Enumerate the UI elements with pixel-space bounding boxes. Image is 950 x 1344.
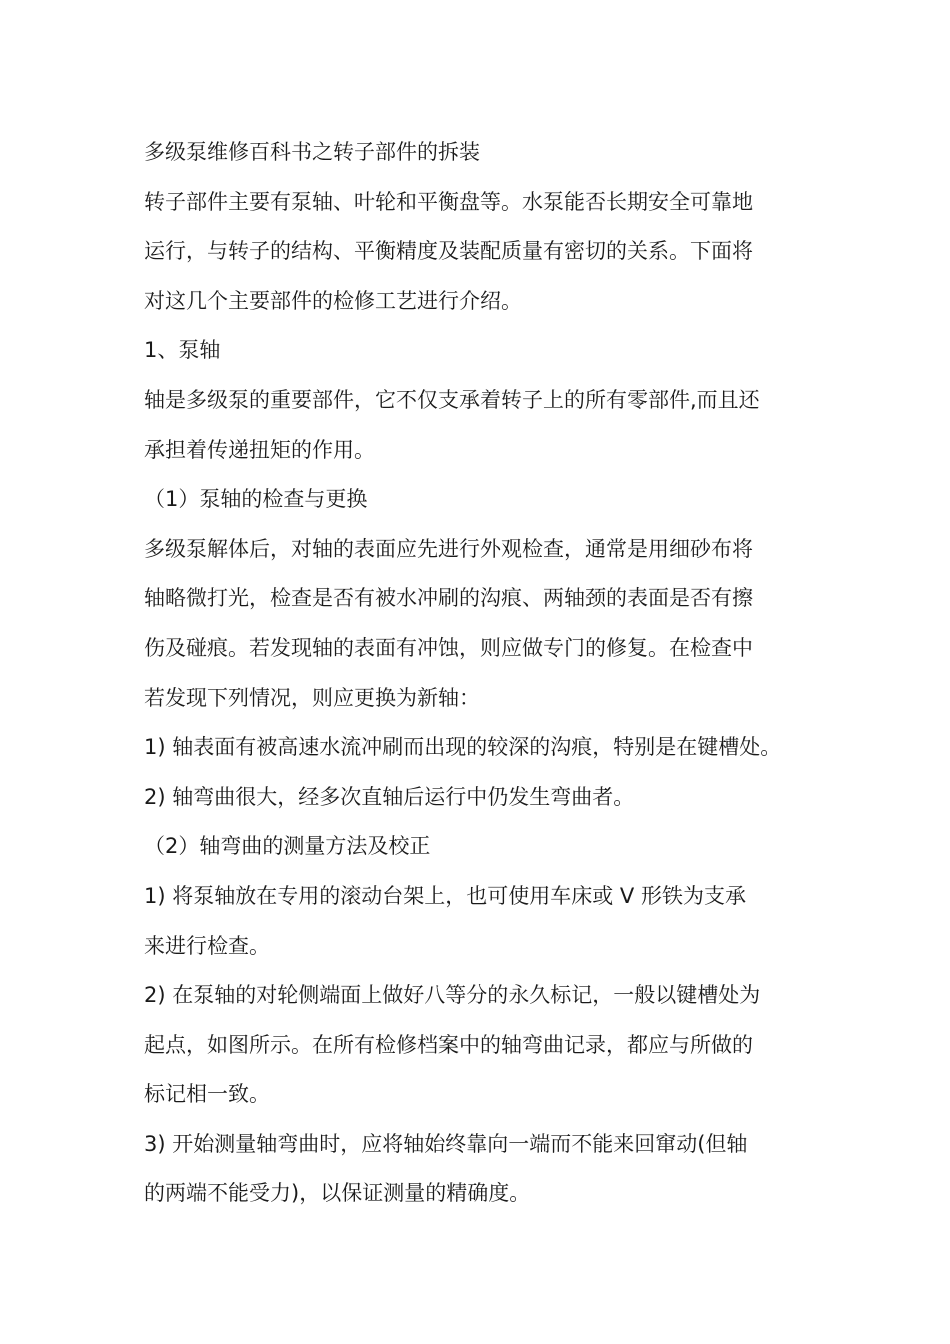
subsection-heading: （2）轴弯曲的测量方法及校正 xyxy=(144,834,431,859)
paragraph-line: 多级泵解体后，对轴的表面应先进行外观检查，通常是用细砂布将 xyxy=(144,536,753,561)
paragraph-line: 转子部件主要有泵轴、叶轮和平衡盘等。水泵能否长期安全可靠地 xyxy=(144,189,753,214)
section-heading: 1、泵轴 xyxy=(144,338,221,363)
list-item: 1) 将泵轴放在专用的滚动台架上，也可使用车床或 V 形铁为支承 xyxy=(144,883,746,908)
paragraph-line: 若发现下列情况，则应更换为新轴： xyxy=(144,685,480,710)
subsection-heading: （1）泵轴的检查与更换 xyxy=(144,487,368,512)
document-body xyxy=(144,128,814,1219)
paragraph-line: 起点，如图所示。在所有检修档案中的轴弯曲记录，都应与所做的 xyxy=(144,1032,753,1057)
list-item: 3) 开始测量轴弯曲时，应将轴始终靠向一端而不能来回窜动(但轴 xyxy=(144,1131,748,1156)
paragraph-line: 运行，与转子的结构、平衡精度及装配质量有密切的关系。下面将 xyxy=(144,239,753,264)
document-title: 多级泵维修百科书之转子部件的拆装 xyxy=(144,140,480,164)
paragraph-line: 轴略微打光，检查是否有被水冲刷的沟痕、两轴颈的表面是否有擦 xyxy=(144,586,753,611)
paragraph-line: 承担着传递扭矩的作用。 xyxy=(144,437,375,462)
paragraph-line: 伤及碰痕。若发现轴的表面有冲蚀，则应做专门的修复。在检查中 xyxy=(144,635,753,660)
paragraph-line: 轴是多级泵的重要部件，它不仅支承着转子上的所有零部件,而且还 xyxy=(144,387,760,412)
paragraph-line: 对这几个主要部件的检修工艺进行介绍。 xyxy=(144,288,522,313)
list-item: 1) 轴表面有被高速水流冲刷而出现的较深的沟痕，特别是在键槽处。 xyxy=(144,735,782,760)
list-item: 2) 轴弯曲很大，经多次直轴后运行中仍发生弯曲者。 xyxy=(144,784,635,809)
paragraph-line: 来进行检查。 xyxy=(144,933,270,958)
paragraph-line: 标记相一致。 xyxy=(144,1082,270,1107)
paragraph-line: 的两端不能受力)，以保证测量的精确度。 xyxy=(144,1181,531,1206)
list-item: 2) 在泵轴的对轮侧端面上做好八等分的永久标记，一般以键槽处为 xyxy=(144,983,761,1008)
